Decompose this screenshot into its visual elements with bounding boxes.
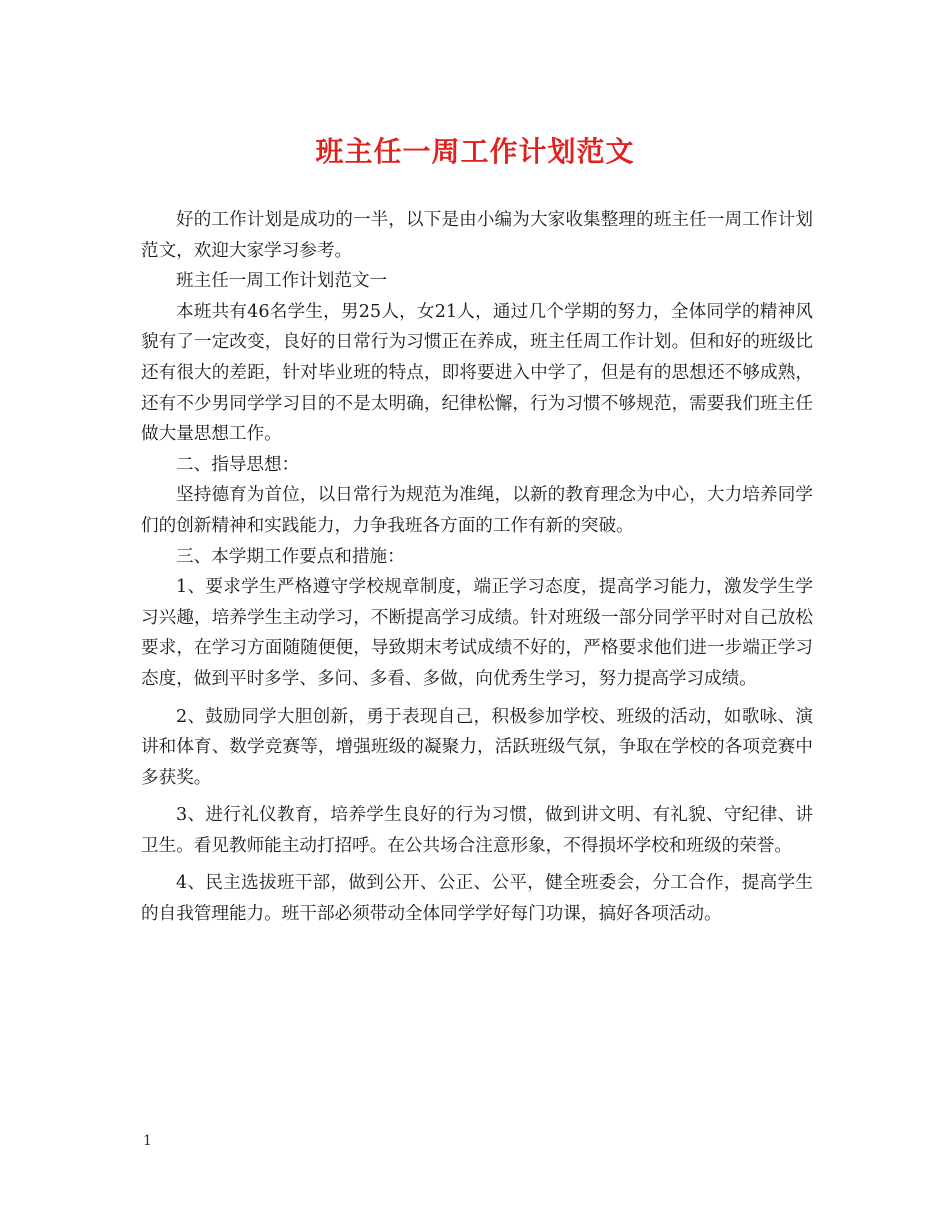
intro-paragraph: 好的工作计划是成功的一半，以下是由小编为大家收集整理的班主任一周工作计划范文，欢迎大家学习参考。 — [141, 210, 813, 261]
class-overview-paragraph: 本班共有46名学生，男25人，女21人，通过几个学期的努力，全体同学的精神风貌有了一定改变，良好的日常行为习惯正在养成，班主任周工作计划。但和好的班级比还有很大的差距，针对毕业班的特点，即将要进入中学了，但是有的思想还不够成熟，还有不少男同学学习目的不是太明确，纪律松懈，行为习惯不够规范，需要我们班主任做大量思想工作。 — [141, 301, 813, 445]
section-heading-key-points: 三、本学期工作要点和措施： — [176, 546, 405, 567]
key-point-4-paragraph: 4、民主选拔班干部，做到公开、公正、公平，健全班委会，分工合作，提高学生的自我管理能力。班干部必须带动全体同学学好每门功课，搞好各项活动。 — [141, 873, 813, 925]
section-heading-guiding-thought: 二、指导思想： — [176, 454, 300, 475]
key-point-2-paragraph: 2、鼓励同学大胆创新，勇于表现自己，积极参加学校、班级的活动，如歌咏、演讲和体育、数学竞赛等，增强班级的凝聚力，活跃班级气氛，争取在学校的各项竞赛中多获奖。 — [141, 706, 813, 788]
guiding-thought-paragraph: 坚持德育为首位，以日常行为规范为准绳，以新的教育理念为中心，大力培养同学们的创新精神和实践能力，力争我班各方面的工作有新的突破。 — [141, 485, 813, 536]
document-body — [141, 205, 813, 930]
key-point-1-paragraph: 1、要求学生严格遵守学校规章制度，端正学习态度，提高学习能力，激发学生学习兴趣，培养学生主动学习，不断提高学习成绩。针对班级一部分同学平时对自己放松要求，在学习方面随随便便，导致期末考试成绩不好的，严格要求他们进一步端正学习态度，做到平时多学、多问、多看、多做，向优秀生学习，努力提高学习成绩。 — [141, 577, 813, 689]
key-point-3-paragraph: 3、进行礼仪教育，培养学生良好的行为习惯，做到讲文明、有礼貌、守纪律、讲卫生。看见教师能主动打招呼。在公共场合注意形象，不得损坏学校和班级的荣誉。 — [141, 805, 813, 856]
section-heading-sample-one: 班主任一周工作计划范文一 — [176, 271, 388, 292]
document-title: 班主任一周工作计划范文 — [315, 135, 635, 168]
page-number: 1 — [143, 1133, 152, 1149]
